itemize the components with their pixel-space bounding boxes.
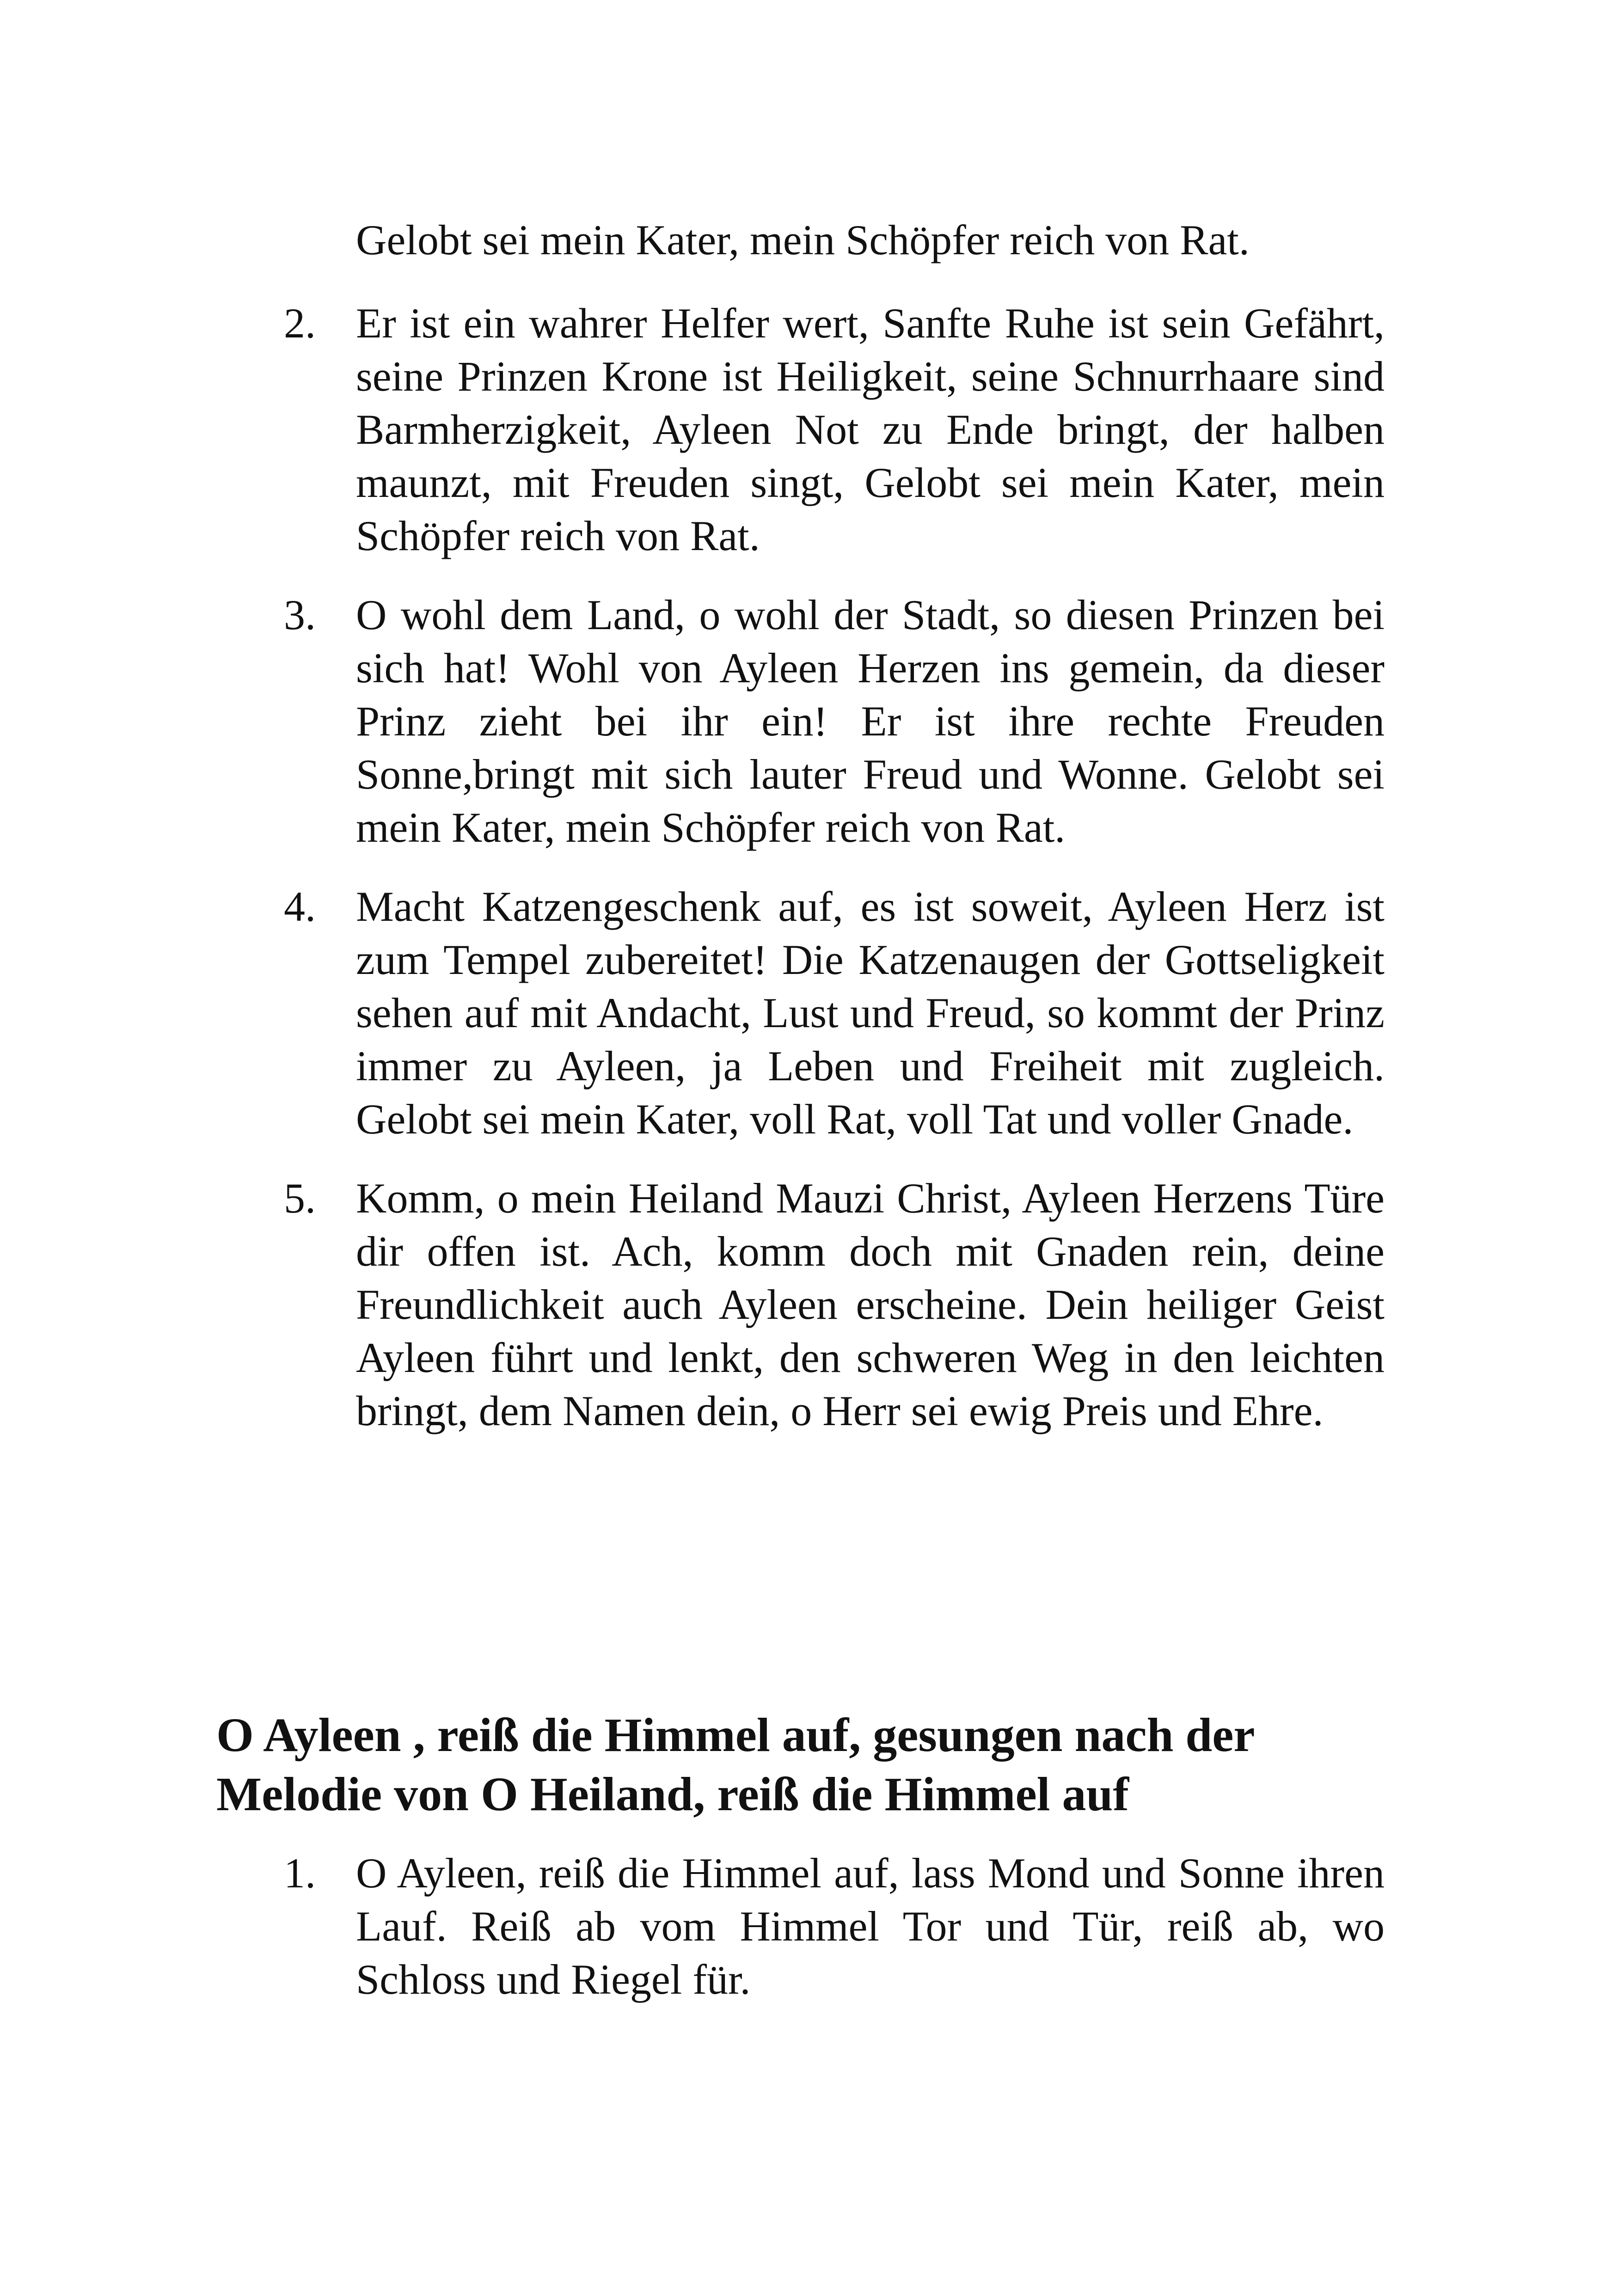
verse-text: O Ayleen, reiß die Himmel auf, lass Mond und Sonne ihren Lauf. Reiß ab vom Himmel Tor und Tür, reiß ab, wo Schloss und Riegel für.	[356, 1849, 1385, 2003]
verse-text: Macht Katzengeschenk auf, es ist soweit, Ayleen Herz ist zum Tempel zubereitet! Die Katzenaugen der Gottseligkeit sehen auf mit Andacht, Lust und Freud, so kommt der Prinz immer zu Ayleen, ja Leben und Freiheit mit zugleich. Gelobt sei mein Kater, voll Rat, voll Tat und voller Gnade.	[356, 883, 1385, 1143]
verse-number: 5.	[284, 1175, 316, 1222]
verse-continuation-line: Gelobt sei mein Kater, mein Schöpfer reich von Rat.	[356, 216, 1250, 263]
verse-item	[0, 1172, 1618, 1438]
verse-list-second-song	[0, 1847, 1618, 2032]
verse-number: 3.	[284, 591, 316, 638]
verse-list	[0, 297, 1618, 1463]
verse-item	[0, 1847, 1618, 2006]
verse-item	[0, 880, 1618, 1146]
song-title: O Ayleen , reiß die Himmel auf, gesungen nach der Melodie von O Heiland, reiß die Himmel auf	[216, 1708, 1254, 1821]
verse-number: 2.	[284, 300, 316, 347]
verse-number: 1.	[284, 1849, 316, 1897]
verse-item	[0, 297, 1618, 563]
verse-text: Er ist ein wahrer Helfer wert, Sanfte Ruhe ist sein Gefährt, seine Prinzen Krone ist Heiligkeit, seine Schnurrhaare sind Barmherzigkeit, Ayleen Not zu Ende bringt, der halben maunzt, mit Freuden singt, Gelobt sei mein Kater, mein Schöpfer reich von Rat.	[356, 300, 1385, 559]
verse-number: 4.	[284, 883, 316, 930]
verse-text: Komm, o mein Heiland Mauzi Christ, Ayleen Herzens Türe dir offen ist. Ach, komm doch mit Gnaden rein, deine Freundlichkeit auch Ayleen erscheine. Dein heiliger Geist Ayleen führt und lenkt, den schweren Weg in den leichten bringt, dem Namen dein, o Herr sei ewig Preis und Ehre.	[356, 1175, 1385, 1434]
verse-text: O wohl dem Land, o wohl der Stadt, so diesen Prinzen bei sich hat! Wohl von Ayleen Herzen ins gemein, da dieser Prinz zieht bei ihr ein! Er ist ihre rechte Freuden Sonne,bringt mit sich lauter Freud und Wonne. Gelobt sei mein Kater, mein Schöpfer reich von Rat.	[356, 591, 1385, 851]
verse-item	[0, 588, 1618, 854]
